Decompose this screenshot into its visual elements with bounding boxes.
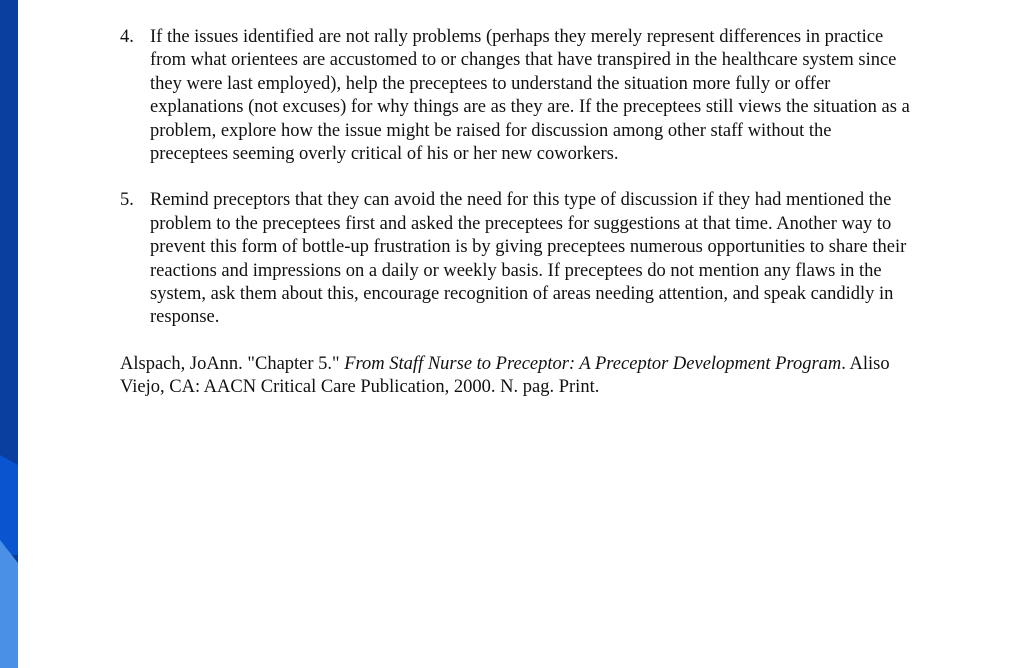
- list-item-number: 4.: [120, 27, 134, 47]
- sidebar-band-light: [0, 540, 18, 668]
- citation: [120, 353, 910, 400]
- list-item-text: If the issues identified are not rally problems (perhaps they merely represent differences in practice from what orientees are accustomed to or changes that have transpired in the healthcare system since they were last employed), help the preceptees to understand the situation more fully or offer explanations (not excuses) for why things are as they are. If the preceptees still views the situation as a problem, explore how the issue might be raised for discussion among other staff without the preceptees seeming overly critical of his or her new coworkers.: [150, 27, 910, 165]
- list-item-text: Remind preceptors that they can avoid the need for this type of discussion if they had mentioned the problem to the preceptees first and asked the preceptees for suggestions at that time. Another way to prevent this form of bottle-up frustration is by giving preceptees numerous opportunities to share their reactions and impressions on a daily or weekly basis. If preceptees do not mention any flaws in the system, ask them about this, encourage recognition of areas needing attention, and speak candidly in response.: [150, 190, 907, 328]
- citation-title: From Staff Nurse to Preceptor: A Preceptor Development Program: [344, 353, 842, 374]
- citation-author: Alspach, JoAnn. "Chapter 5.": [120, 353, 345, 374]
- citation-publisher: . Aliso Viejo, CA: AACN Critical Care Publication, 2000. N. pag. Print.: [120, 353, 890, 398]
- slide-content: [120, 26, 910, 400]
- sidebar-band-dark: [0, 0, 18, 460]
- list-item-5: [120, 189, 910, 329]
- list-item-4: [120, 26, 910, 166]
- sidebar-band-mid: [0, 455, 18, 555]
- list-item-number: 5.: [120, 190, 134, 211]
- sidebar-decoration: [0, 0, 18, 668]
